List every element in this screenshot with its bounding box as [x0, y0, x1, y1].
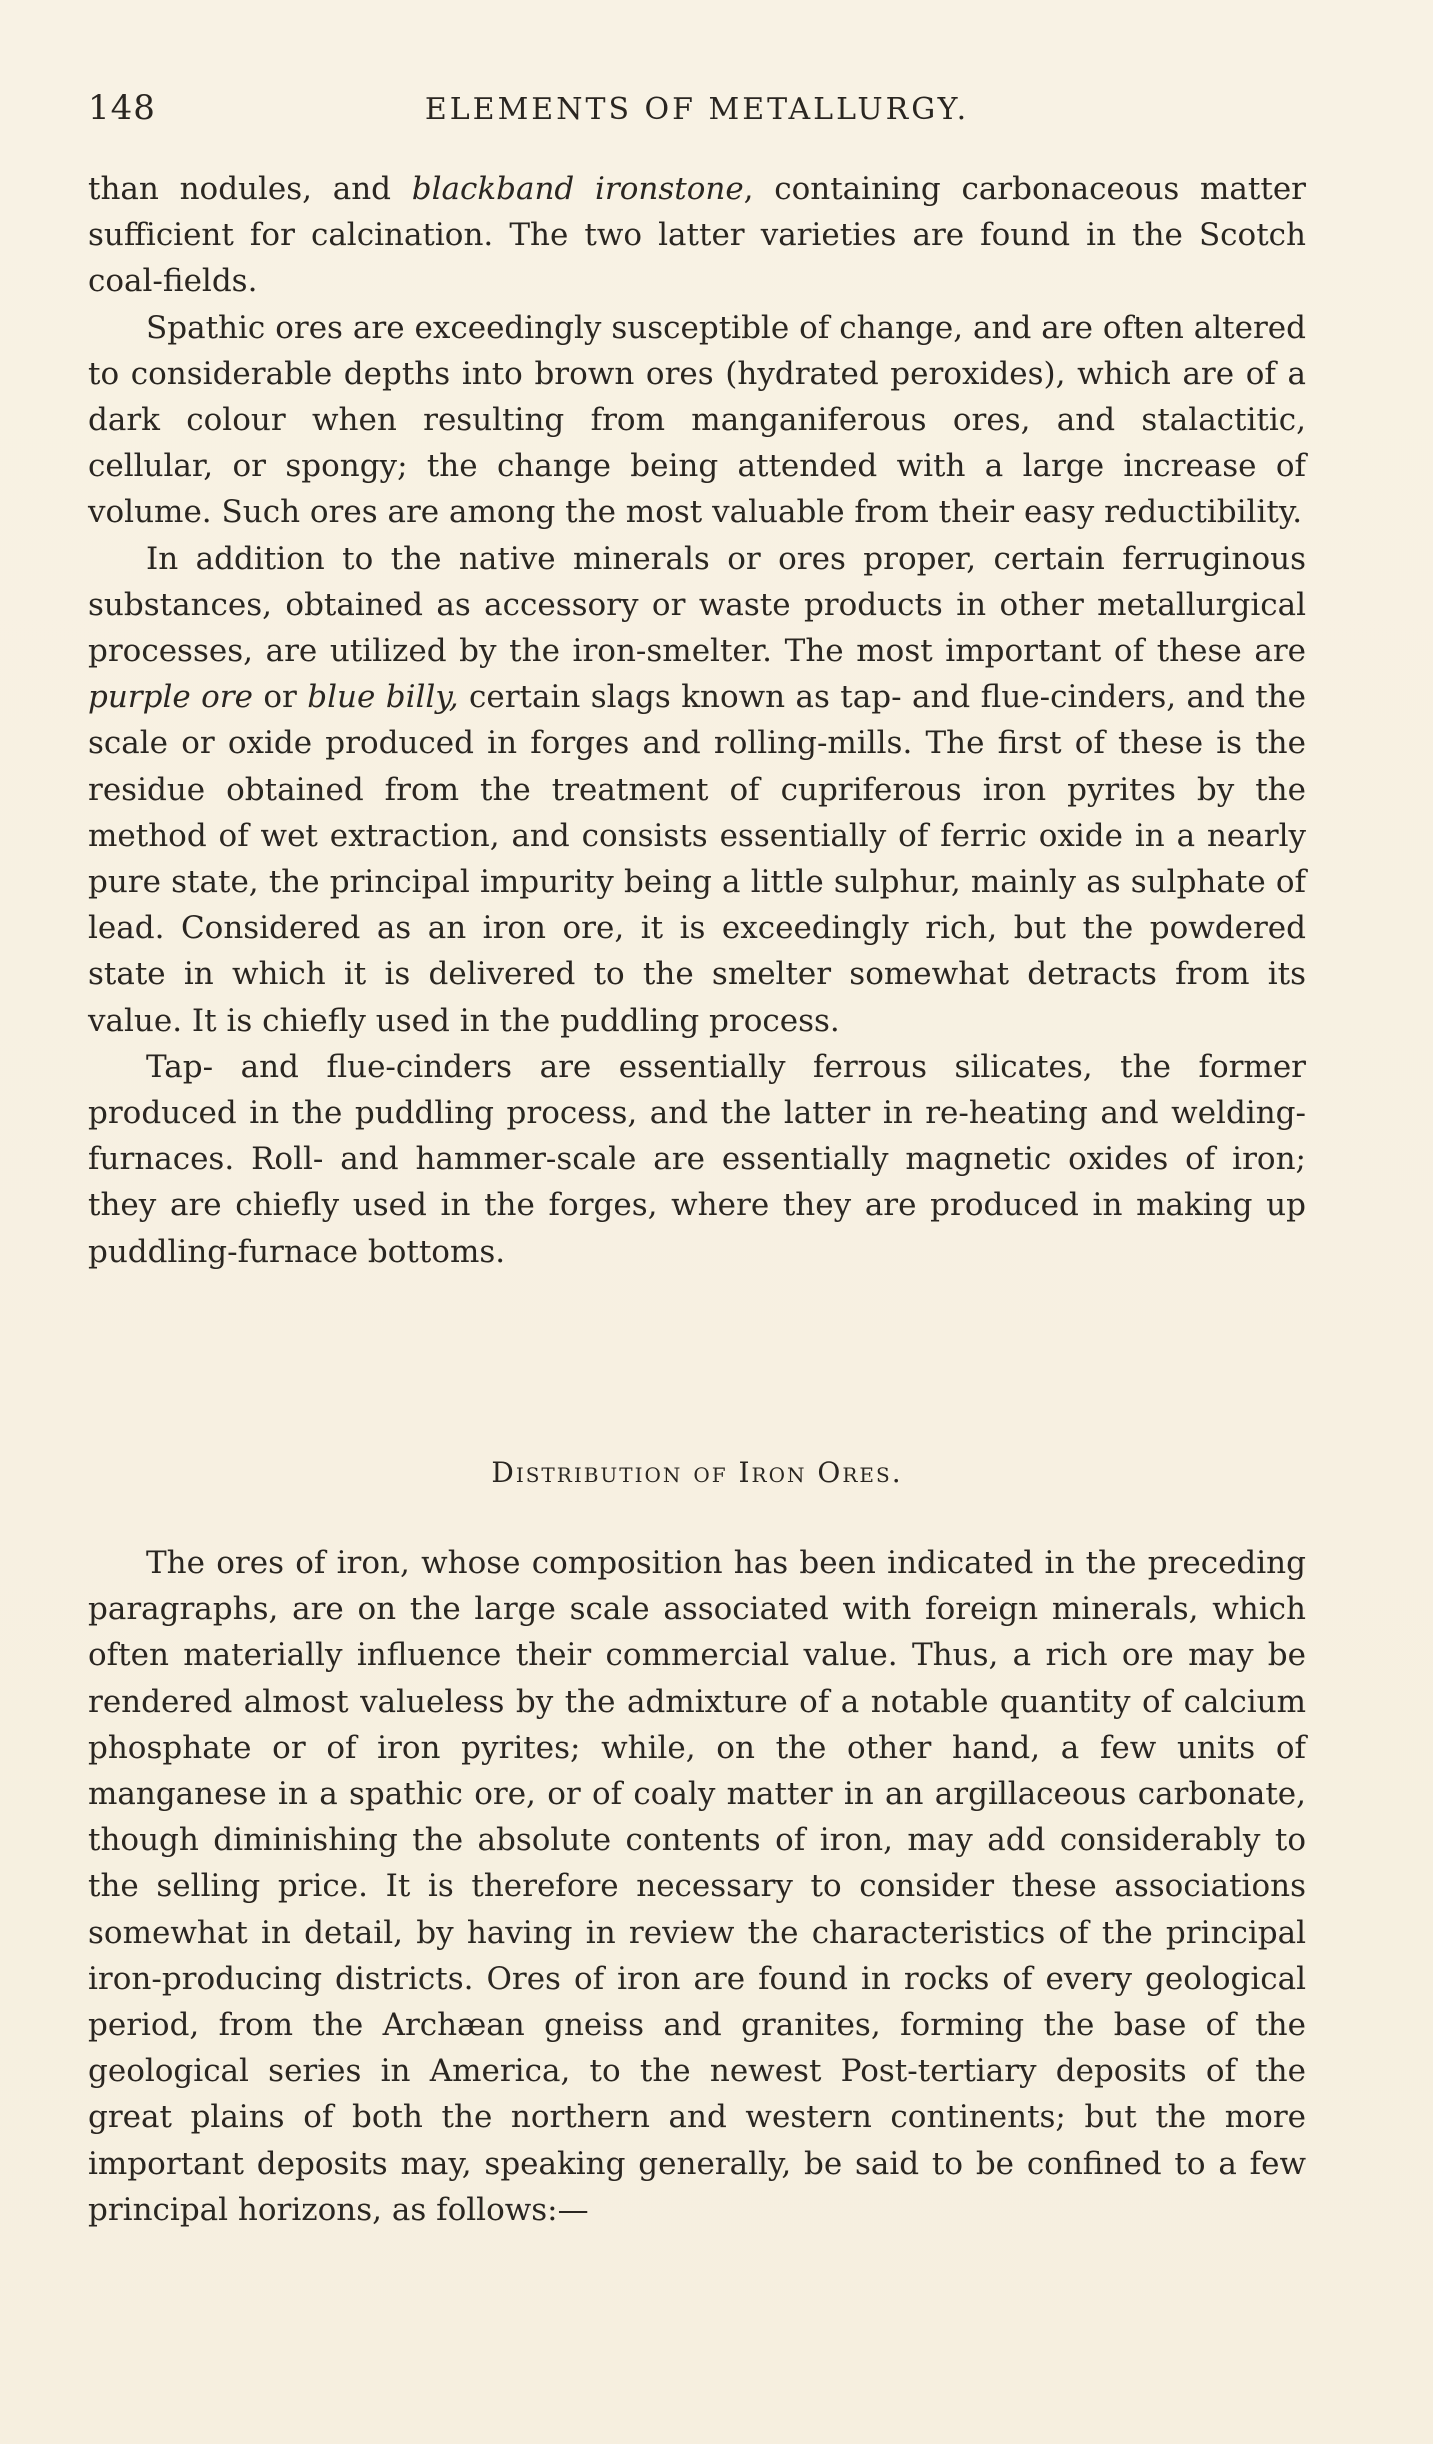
italic-term: blackband ironstone: [411, 171, 744, 207]
text-run: , containing carbonaceous matter sufficient for calcination. The two latter varieties are found in the Scotch coal-fields.: [88, 171, 1306, 300]
italic-term: blue billy,: [307, 679, 459, 716]
paragraph-distribution: The ores of iron, whose composition has been indicated in the preceding paragraphs, are on the large scale associated with foreign minerals, which often materially influence their commercial value. Thus, a rich ore may be rendered almost valueless by the admixture of a notable quantity of calcium phosphate or of iron pyrites; while, on the other hand, a few units of manganese in a spathic ore, or of coaly matter in an argillaceous carbonate, though diminishing the absolute contents of iron, may add considerably to the selling price. It is therefore necessary to consider these associations somewhat in detail, by having in review the characteristics of the principal iron-producing districts. Ores of iron are found in rocks of every geological period, from the Archæan gneiss and granites, forming the base of the geological series in America, to the newest Post-tertiary deposits of the great plains of both the northern and western continents; but the more important deposits may, speaking generally, be said to be confined to a few principal horizons, as follows:—: [88, 1545, 1306, 2228]
page-number: 148: [88, 88, 156, 128]
page-header: [88, 88, 1306, 136]
paragraph-cinders: Tap- and flue-cinders are essentially ferrous silicates, the former produced in the puddling process, and the latter in re-heating and welding-furnaces. Roll- and hammer-scale are essentially magnetic oxides of iron; they are chiefly used in the forges, where they are produced in making up puddling-furnace bottoms.: [88, 1048, 1306, 1270]
text-run: In addition to the native minerals or ores proper, certain ferruginous substances, obtained as accessory or waste products in other metallurgical processes, are utilized by the iron-smelter. The most important of these are: [88, 540, 1306, 670]
text-run: than nodules, and: [88, 171, 412, 207]
section-heading: Distribution of Iron Ores.: [491, 1456, 903, 1489]
paragraph-ferruginous-substances: [88, 536, 1306, 1044]
running-head: ELEMENTS OF METALLURGY.: [424, 92, 970, 127]
paragraph-spathic-ores: Spathic ores are exceedingly susceptible of change, and are often altered to considerable depths into brown ores (hydrated peroxides), which are of a dark colour when resulting from manganiferous ores, and stalactitic, cellular, or spongy; the change being attended with a large increase of volume. Such ores are among the most valuable from their easy reductibility.: [88, 309, 1306, 531]
text-run: certain slags known as tap- and flue-cinders, and the scale or oxide produced in forges and rolling-mills. The first of these is the residue obtained from the treatment of cupriferous iron pyrites by the method of wet extraction, and consists essentially of ferric oxide in a nearly pure state, the principal impurity being a little sulphur, mainly as sulphate of lead. Considered as an iron ore, it is exceedingly rich, but the powdered state in which it is delivered to the smelter somewhat detracts from its value. It is chiefly used in the puddling process.: [88, 679, 1306, 1039]
text-run: or: [252, 679, 308, 716]
body-text-lower: [88, 1540, 1306, 2233]
paragraph-continuation: [88, 166, 1306, 305]
italic-term: purple ore: [88, 679, 253, 716]
body-text-upper: [88, 166, 1306, 1275]
